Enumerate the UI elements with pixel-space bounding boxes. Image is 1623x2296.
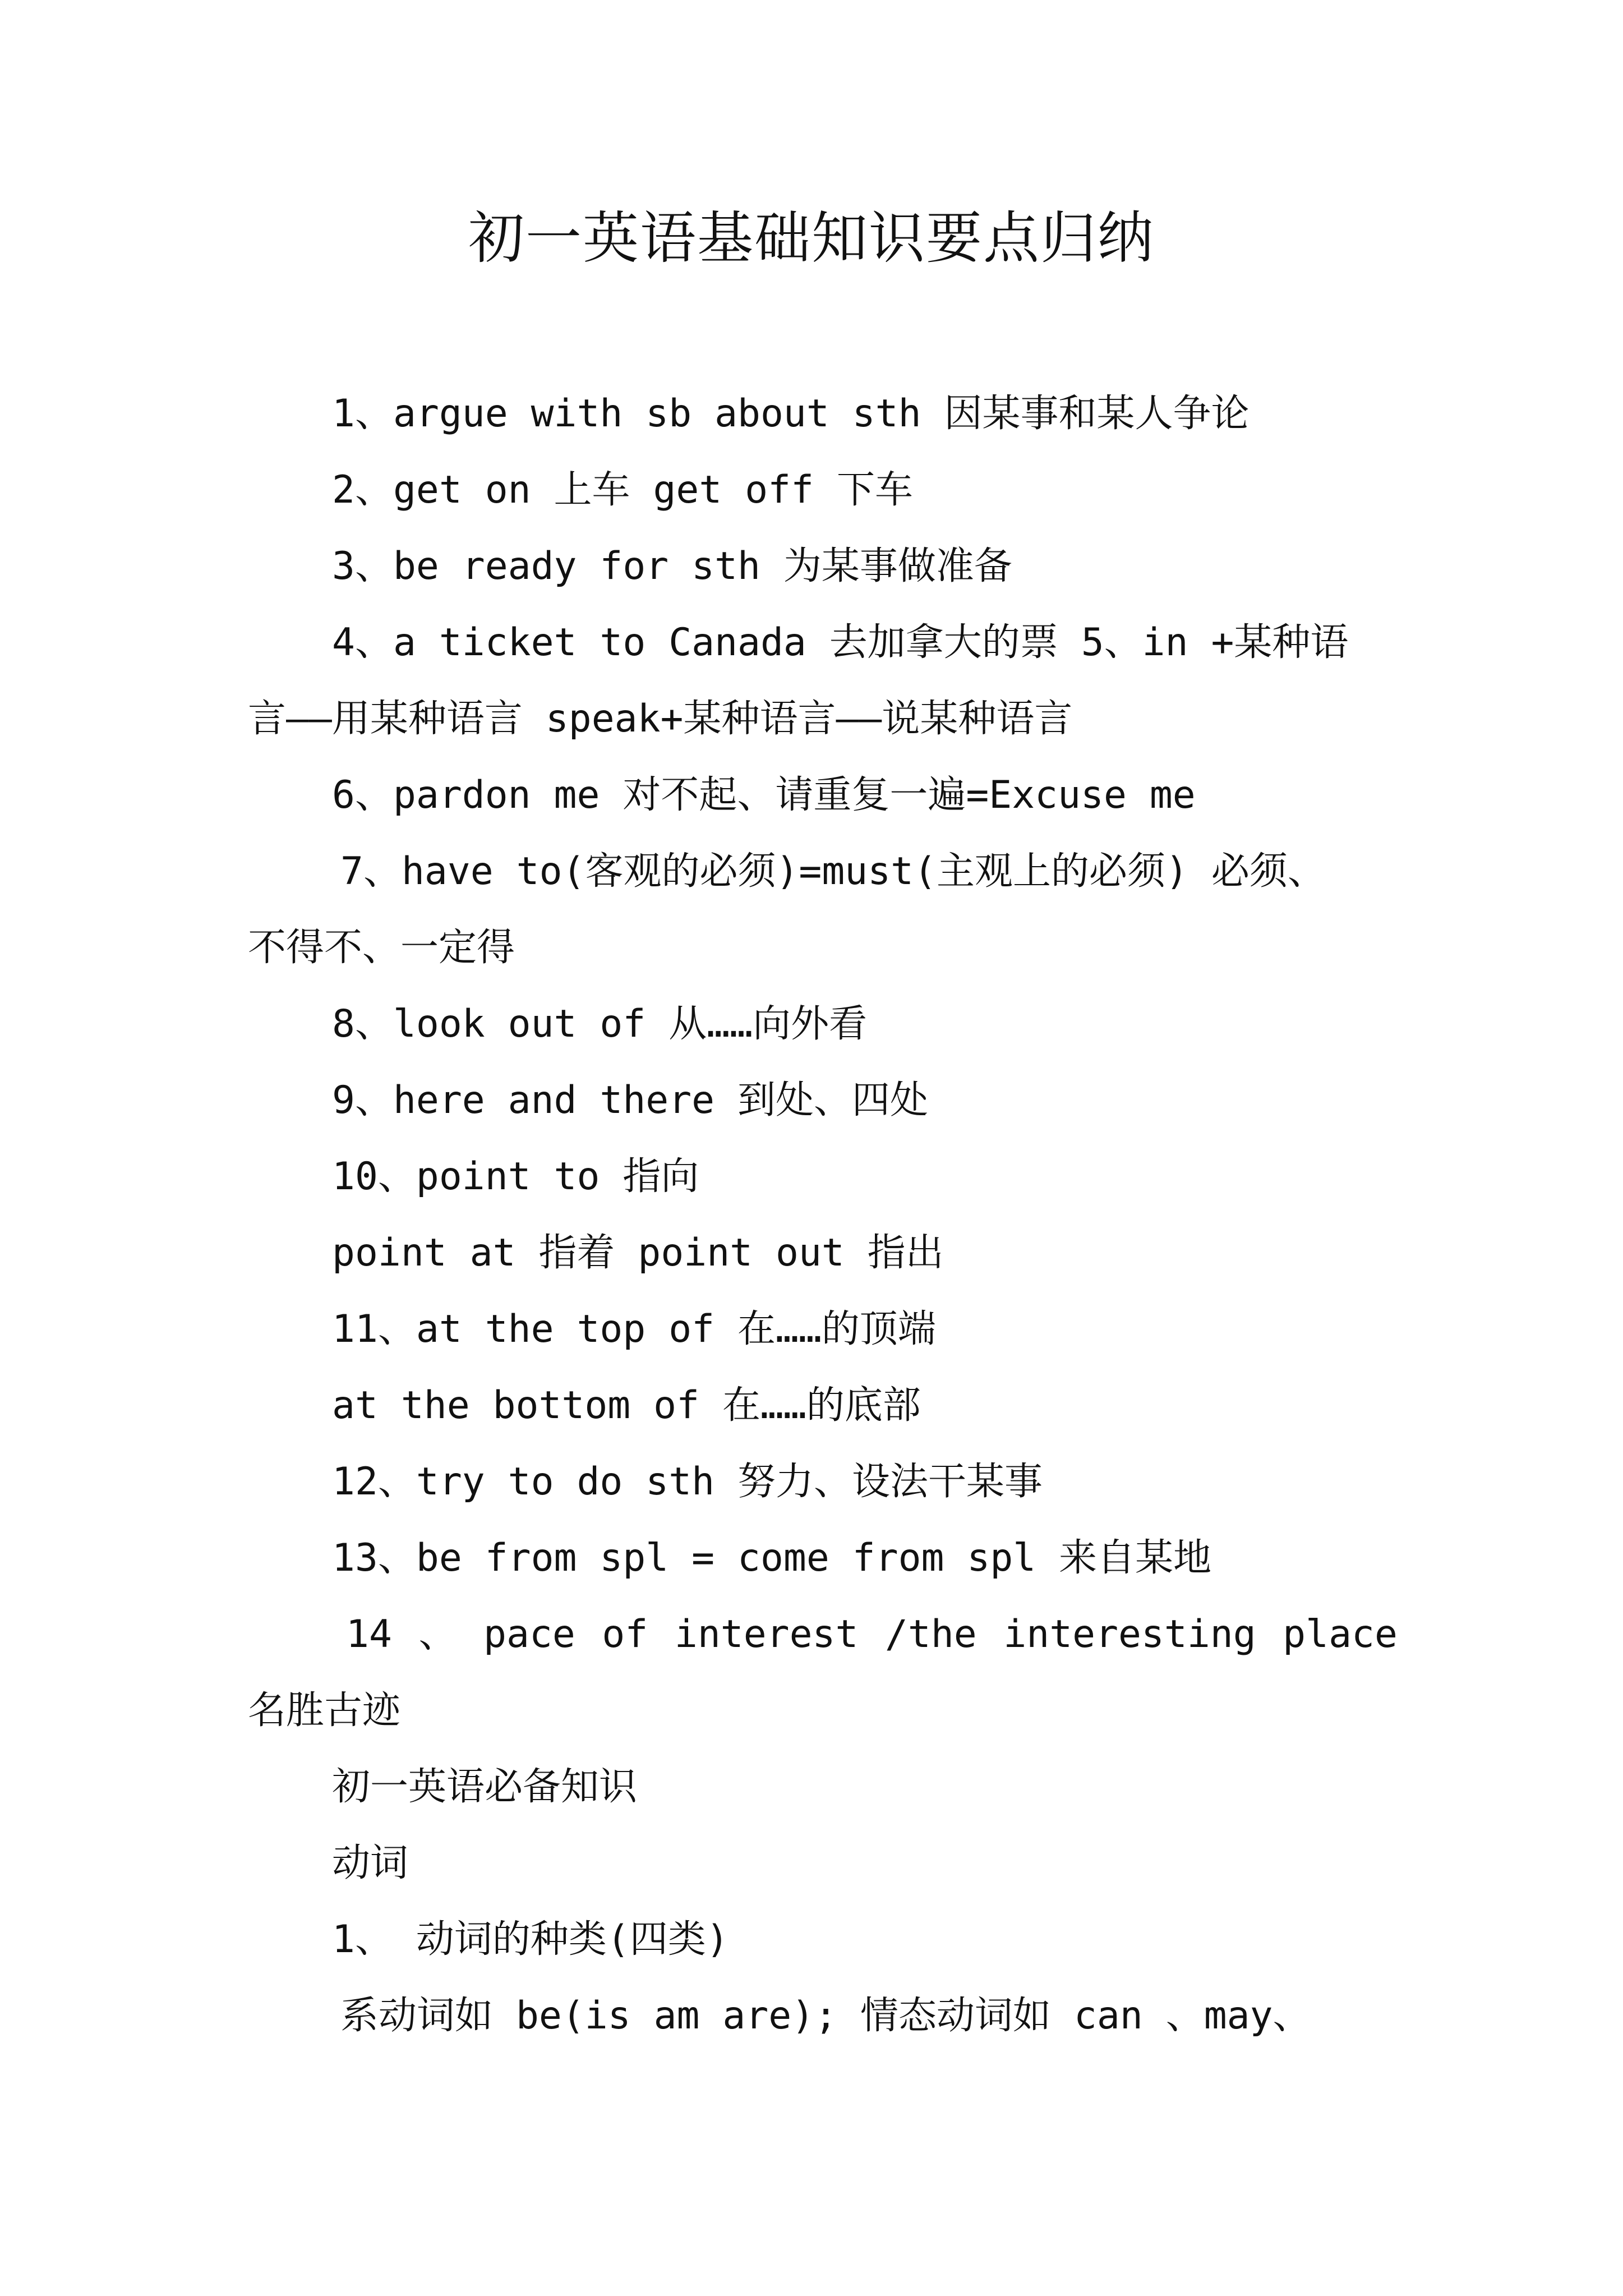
word: 14 [346, 1612, 392, 1657]
word: of [602, 1612, 648, 1657]
text-line: 系动词如 be(is am are); 情态动词如 can 、may、 [340, 1994, 1311, 2038]
word: interesting [1003, 1612, 1256, 1657]
document-body [248, 376, 1398, 2054]
text-line: 1、 动词的种类(四类) [332, 1917, 729, 1962]
text-line: 不得不、一定得 [248, 926, 515, 970]
text-line: 3、be ready for sth 为某事做准备 [332, 544, 1012, 588]
text-line: 4、a ticket to Canada 去加拿大的票 5、in +某种语 [332, 620, 1349, 665]
section-heading: 初一英语必备知识 [332, 1765, 638, 1809]
text-line: 12、try to do sth 努力、设法干某事 [332, 1460, 1043, 1504]
word: /the [884, 1612, 977, 1657]
page-title: 初一英语基础知识要点归纳 [468, 205, 1155, 271]
text-line: 7、have to(客观的必须)=must(主观上的必须) 必须、 [340, 849, 1326, 894]
text-line: 13、be from spl = come from spl 来自某地 [332, 1536, 1212, 1580]
text-line: 名胜古迹 [248, 1688, 401, 1733]
text-line: 9、here and there 到处、四处 [332, 1078, 929, 1122]
text-line: 6、pardon me 对不起、请重复一遍=Excuse me [332, 773, 1196, 817]
text-line: at the bottom of 在……的底部 [332, 1383, 921, 1428]
word: interest [674, 1612, 859, 1657]
section-heading: 动词 [332, 1841, 409, 1885]
word: pace [483, 1612, 575, 1657]
text-line: 10、point to 指向 [332, 1154, 699, 1199]
text-line: point at 指着 point out 指出 [332, 1231, 944, 1275]
text-line: 1、argue with sb about sth 因某事和某人争论 [332, 392, 1249, 436]
text-line: 言——用某种语言 speak+某种语言——说某种语言 [248, 697, 1073, 741]
text-line: 2、get on 上车 get off 下车 [332, 468, 913, 512]
text-line-justified [248, 1596, 1398, 1673]
text-line: 11、at the top of 在……的顶端 [332, 1307, 936, 1351]
word: 、 [418, 1612, 457, 1657]
word: place [1283, 1612, 1398, 1657]
text-line: 8、look out of 从……向外看 [332, 1002, 868, 1046]
